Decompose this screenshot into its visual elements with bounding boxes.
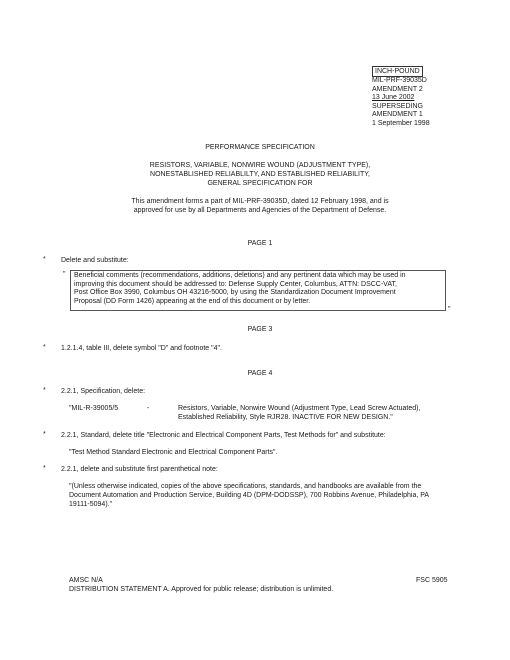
page-4-item-2-text: 2.2.1, Standard, delete title "Electronic and Electrical Component Parts, Test Methods for" and substitute: bbox=[61, 432, 386, 439]
change-marker: * bbox=[43, 344, 46, 351]
change-marker: * bbox=[43, 431, 46, 438]
parenthetical-line-2: Document Automation and Production Service, Building 4D (DPM-DODSSP), 700 Robbins Avenue, Philadelphia, PA bbox=[69, 492, 430, 499]
amendment-date: 13 June 2002 bbox=[372, 94, 415, 102]
quote-line-3: Post Office Box 3990, Columbus OH 43216-5000, by using the Standardization Document Improvement bbox=[74, 289, 396, 297]
quote-line-2: improving this document should be addressed to: Defense Supply Center, Columbus, ATTN: DSCC-VAT, bbox=[74, 280, 397, 288]
title-line-1: RESISTORS, VARIABLE, NONWIRE WOUND (ADJUSTMENT TYPE), bbox=[149, 162, 371, 169]
title-line-3: GENERAL SPECIFICATION FOR bbox=[207, 180, 313, 187]
page-1-instruction: Delete and substitute: bbox=[61, 257, 129, 264]
parenthetical-line-1: "(Unless otherwise indicated, copies of the above specifications, standards, and handbooks are available from the bbox=[69, 483, 422, 490]
distribution-statement: DISTRIBUTION STATEMENT A. Approved for public release; distribution is unlimited. bbox=[69, 586, 334, 593]
quote-line-4: Proposal (DD Form 1426) appearing at the end of this document or by letter. bbox=[74, 297, 311, 305]
intro-line-2: approved for use by all Departments and Agencies of the Department of Defense. bbox=[133, 207, 387, 214]
quote-line-1: Beneficial comments (recommendations, additions, deletions) and any pertinent data which may be used in bbox=[74, 272, 406, 279]
page-3-text: 1.2.1.4, table III, delete symbol "D" and footnote "4". bbox=[61, 345, 222, 352]
amsc-label: AMSC N/A bbox=[69, 577, 103, 584]
superseded-amendment: AMENDMENT 1 bbox=[372, 111, 423, 119]
change-marker: * bbox=[43, 465, 46, 472]
change-marker: * bbox=[43, 387, 46, 394]
spec-reference: "MIL-R-39005/5 bbox=[69, 405, 119, 412]
substitute-text-box bbox=[70, 270, 446, 311]
fsc-label: FSC 5905 bbox=[416, 577, 448, 584]
page-1-heading: PAGE 1 bbox=[247, 240, 273, 247]
inch-pound-label: INCH-POUND bbox=[372, 66, 423, 77]
page-3-heading: PAGE 3 bbox=[247, 326, 273, 333]
open-quote: " bbox=[63, 271, 66, 278]
spec-description-line-1: Resistors, Variable, Nonwire Wound (Adjustment Type, Lead Screw Actuated), bbox=[178, 405, 421, 412]
page-4-item-1-text: 2.2.1, Specification, delete: bbox=[61, 388, 146, 395]
page-4-heading: PAGE 4 bbox=[247, 370, 273, 377]
spec-description-line-2: Established Reliability, Style RJR28. INACTIVE FOR NEW DESIGN." bbox=[178, 414, 393, 421]
page-4-item-3-text: 2.2.1, delete and substitute first parenthetical note: bbox=[61, 466, 218, 473]
title-line-2: NONESTABLISHED RELIABLILTY, AND ESTABLISHED RELIABILITY, bbox=[150, 171, 370, 178]
close-quote: " bbox=[448, 306, 451, 313]
change-marker: * bbox=[43, 256, 46, 263]
spec-type-heading: PERFORMANCE SPECIFICATION bbox=[205, 144, 315, 151]
spec-dash: - bbox=[147, 405, 150, 412]
amendment-number: AMENDMENT 2 bbox=[372, 85, 423, 93]
superseding-label: SUPERSEDING bbox=[372, 102, 423, 110]
superseded-date: 1 September 1998 bbox=[372, 119, 430, 127]
doc-number: MIL-PRF-39035D bbox=[372, 77, 427, 84]
page-4-item-2-substitute: "Test Method Standard Electronic and Electrical Component Parts". bbox=[69, 449, 278, 456]
intro-line-1: This amendment forms a part of MIL-PRF-39035D, dated 12 February 1998, and is bbox=[131, 198, 389, 205]
parenthetical-line-3: 19111-5094)." bbox=[69, 501, 113, 508]
document-identifier bbox=[372, 66, 462, 129]
